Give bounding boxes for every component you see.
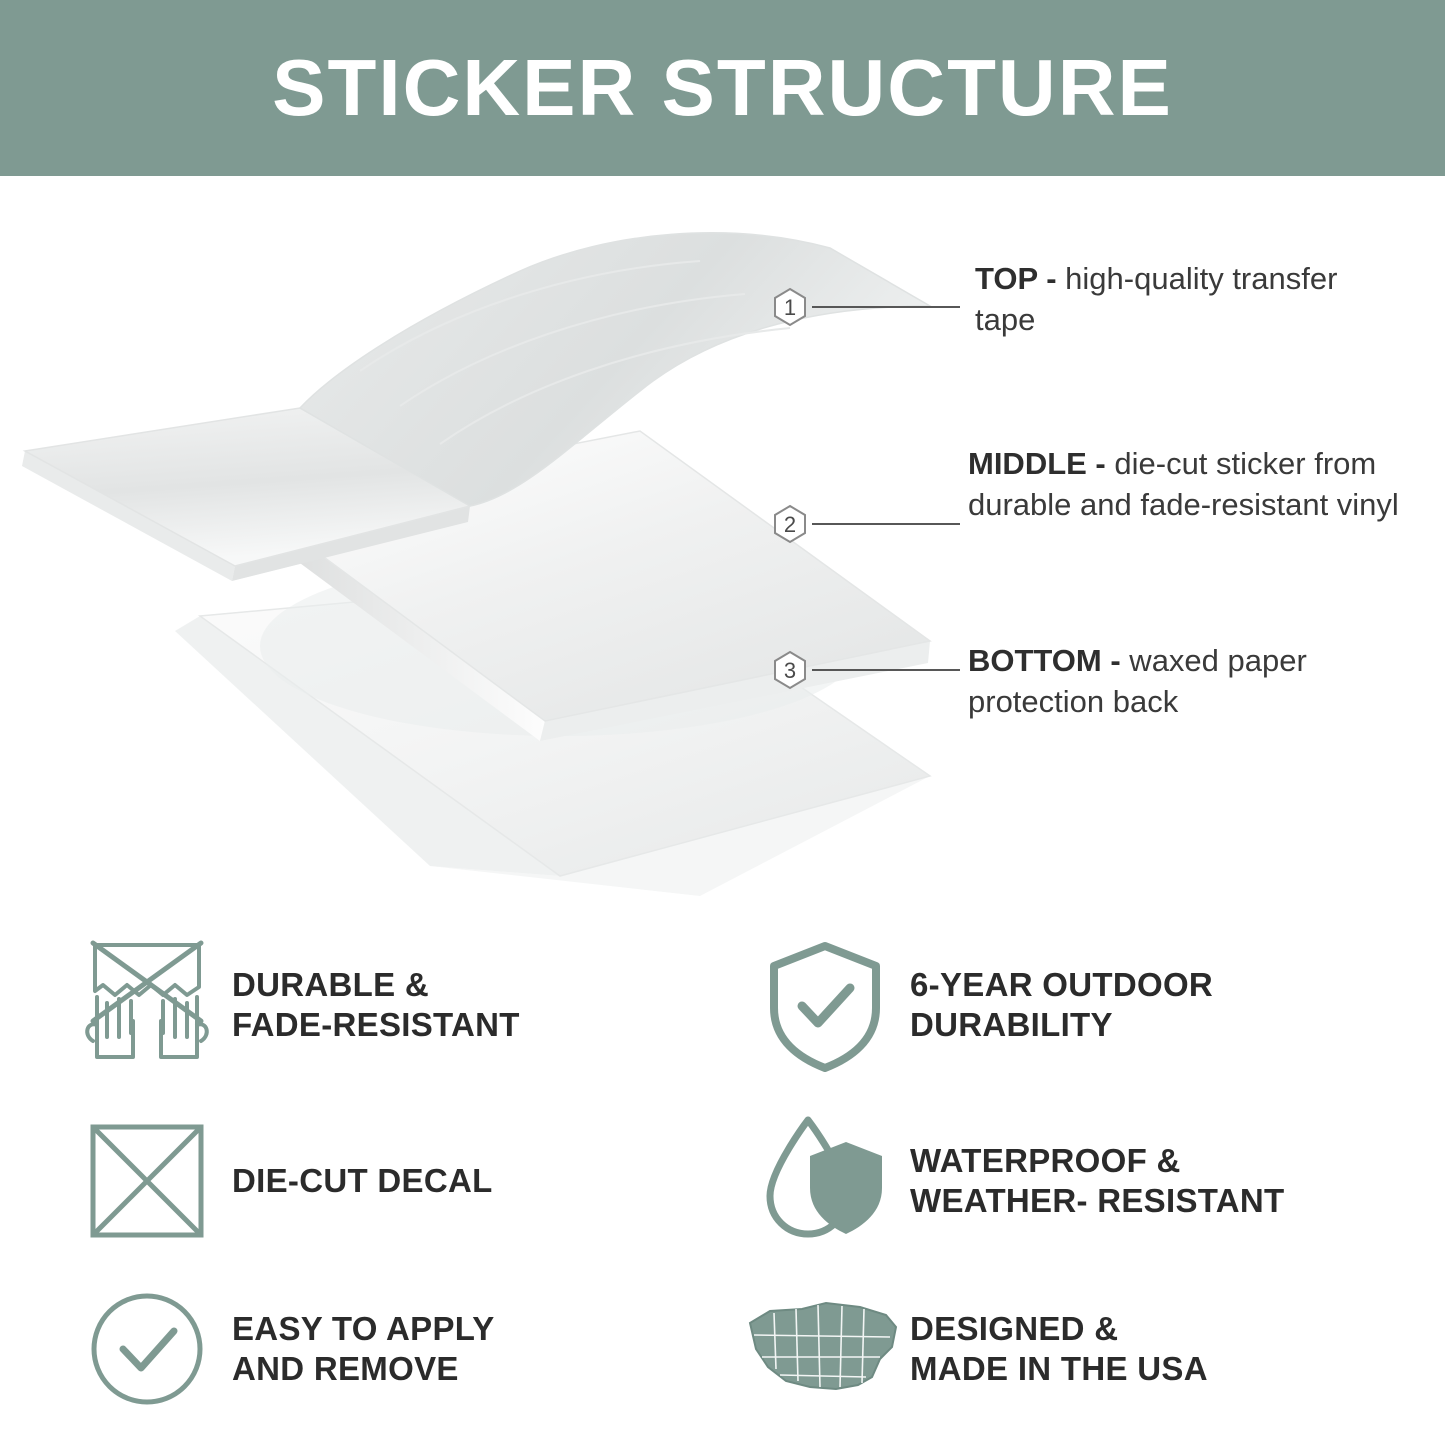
- feature-label: 6-YEAR OUTDOOR DURABILITY: [910, 966, 1214, 1043]
- callout-top-text: high-quality transfer tape: [975, 261, 1338, 338]
- hands-tearing-sticker-crossed-out-icon: [62, 920, 232, 1090]
- feature-label: DESIGNED & MADE IN THE USA: [910, 1310, 1208, 1387]
- callout-bottom-text: waxed paper protection back: [968, 643, 1307, 720]
- callout-bottom: [968, 640, 1428, 722]
- feature-waterproof-weather-resistant: [740, 1096, 1440, 1266]
- feature-durable-fade-resistant: [62, 920, 722, 1090]
- callout-middle-text: die-cut sticker from durable and fade-resistant vinyl: [968, 446, 1399, 523]
- marker-2: [775, 506, 805, 542]
- callout-middle-bold: MIDDLE -: [968, 446, 1106, 481]
- feature-made-in-usa: [740, 1264, 1440, 1434]
- shield-check-icon: [740, 920, 910, 1090]
- marker-1: [775, 289, 805, 325]
- usa-map-icon: [740, 1264, 910, 1434]
- circle-check-icon: [62, 1264, 232, 1434]
- svg-text:1: 1: [783, 295, 797, 320]
- water-drop-shield-icon: [740, 1096, 910, 1266]
- feature-die-cut-decal: [62, 1096, 722, 1266]
- feature-easy-apply-remove: [62, 1264, 722, 1434]
- callout-top: [975, 258, 1395, 340]
- callout-bottom-bold: BOTTOM -: [968, 643, 1121, 678]
- feature-outdoor-durability: [740, 920, 1440, 1090]
- feature-label: DURABLE & FADE-RESISTANT: [232, 966, 520, 1043]
- callout-middle: [968, 443, 1433, 525]
- feature-label: DIE-CUT DECAL: [232, 1162, 493, 1200]
- square-with-x-icon: [62, 1096, 232, 1266]
- feature-label: WATERPROOF & WEATHER- RESISTANT: [910, 1142, 1285, 1219]
- feature-label: EASY TO APPLY AND REMOVE: [232, 1310, 495, 1387]
- svg-text:3: 3: [783, 658, 797, 683]
- feature-grid: [0, 906, 1445, 1423]
- header-band: [0, 0, 1445, 176]
- page-title: STICKER STRUCTURE: [272, 43, 1173, 132]
- marker-3: [775, 652, 805, 688]
- callout-top-bold: TOP -: [975, 261, 1057, 296]
- svg-text:2: 2: [783, 512, 797, 537]
